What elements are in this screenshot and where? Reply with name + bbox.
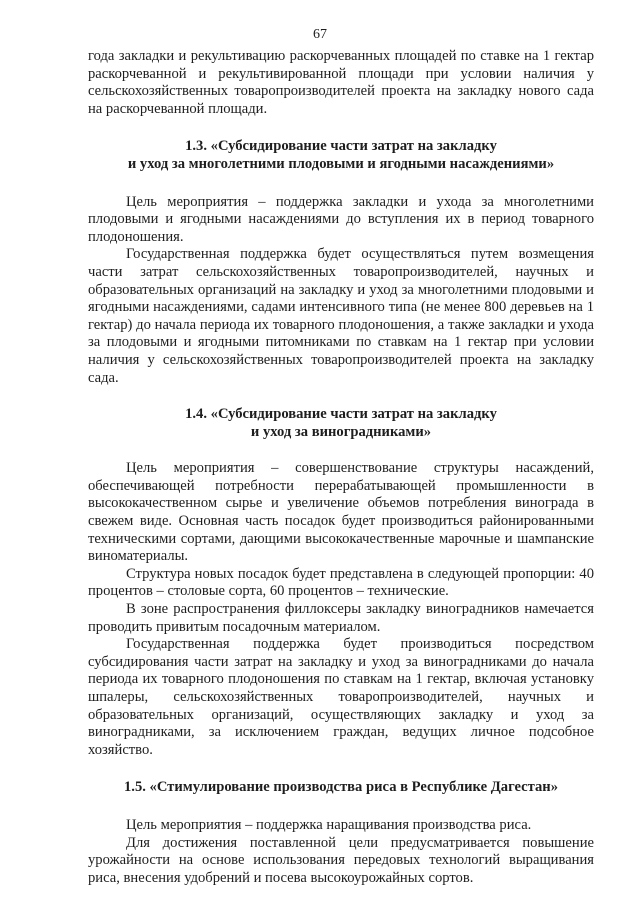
section-1-5-paragraph-1: Цель мероприятия – поддержка наращивания производства риса. [126,816,532,833]
section-1-4-title-line-2: и уход за виноградниками» [250,423,432,440]
section-1-4-title [88,406,594,441]
section-1-3-title-line-1: 1.3. «Субсидирование части затрат на закладку [185,138,497,155]
section-1-4-paragraph-4: Государственная поддержка будет производиться посредством субсидирования части затрат на закладку и уход за виноградниками до начала периода их товарного плодоношения по ставкам на 1 гектар, включая установку шпалеры, сельскохозяйственных товаропроизводителей, научных и образовательных организаций, осуществляющих закладку и уход за виноградниками, за исключением граждан, ведущих личное подсобное хозяйство. [88,636,594,758]
section-1-4-paragraph-3: В зоне распространения филлоксеры закладку виноградников намечается проводить привитым посадочным материалом. [88,601,594,635]
section-1-5-paragraph-2: Для достижения поставленной цели предусматривается повышение урожайности на основе использования передовых технологий выращивания риса, внесения удобрений и посева высокоурожайных сортов. [88,834,594,886]
section-1-3-paragraph-2: Государственная поддержка будет осуществляться путем возмещения части затрат сельскохозяйственных товаропроизводителей, научных и образовательных организаций на закладку и уход за многолетними плодовыми и ягодными насаждениями, садами интенсивного типа (не менее 800 деревьев на 1 гектар) до начала периода их товарного плодоношения, а также закладки и ухода за плодовыми и ягодными питомниками по ставкам на 1 гектар при условии наличия у сельскохозяйственных товаропроизводителей проекта на закладку сада. [88,246,594,386]
section-1-5-title: 1.5. «Стимулирование производства риса в Республике Дагестан» [124,779,558,796]
section-1-4-title-line-1: 1.4. «Субсидирование части затрат на закладку [185,406,497,423]
document-body [88,48,594,887]
intro-paragraph: года закладки и рекультивацию раскорчеванных площадей по ставке на 1 гектар раскорчеванной и рекультивированной площади при условии наличия у сельскохозяйственных товаропроизводителей проекта на закладку нового сада на раскорчеванной площади. [88,48,594,117]
page-number: 67 [313,27,327,42]
section-1-3-title [88,138,594,173]
section-1-4-paragraph-2: Структура новых посадок будет представлена в следующей пропорции: 40 процентов – столовые сорта, 60 процентов – технические. [88,565,594,600]
section-1-3-paragraph-1: Цель мероприятия – поддержка закладки и ухода за многолетними плодовыми и ягодными насаждениями до вступления их в период товарного плодоношения. [88,193,594,245]
section-1-4-paragraph-1: Цель мероприятия – совершенствование структуры насаждений, обеспечивающей потребности перерабатывающей промышленности в высококачественном сырье и увеличение объемов потребления винограда в свежем виде. Основная часть посадок будет производиться районированными техническими сортами, дающими высококачественные марочные и шампанские виноматериалы. [88,460,594,565]
section-1-3-title-line-2: и уход за многолетними плодовыми и ягодными насаждениями» [127,155,555,172]
